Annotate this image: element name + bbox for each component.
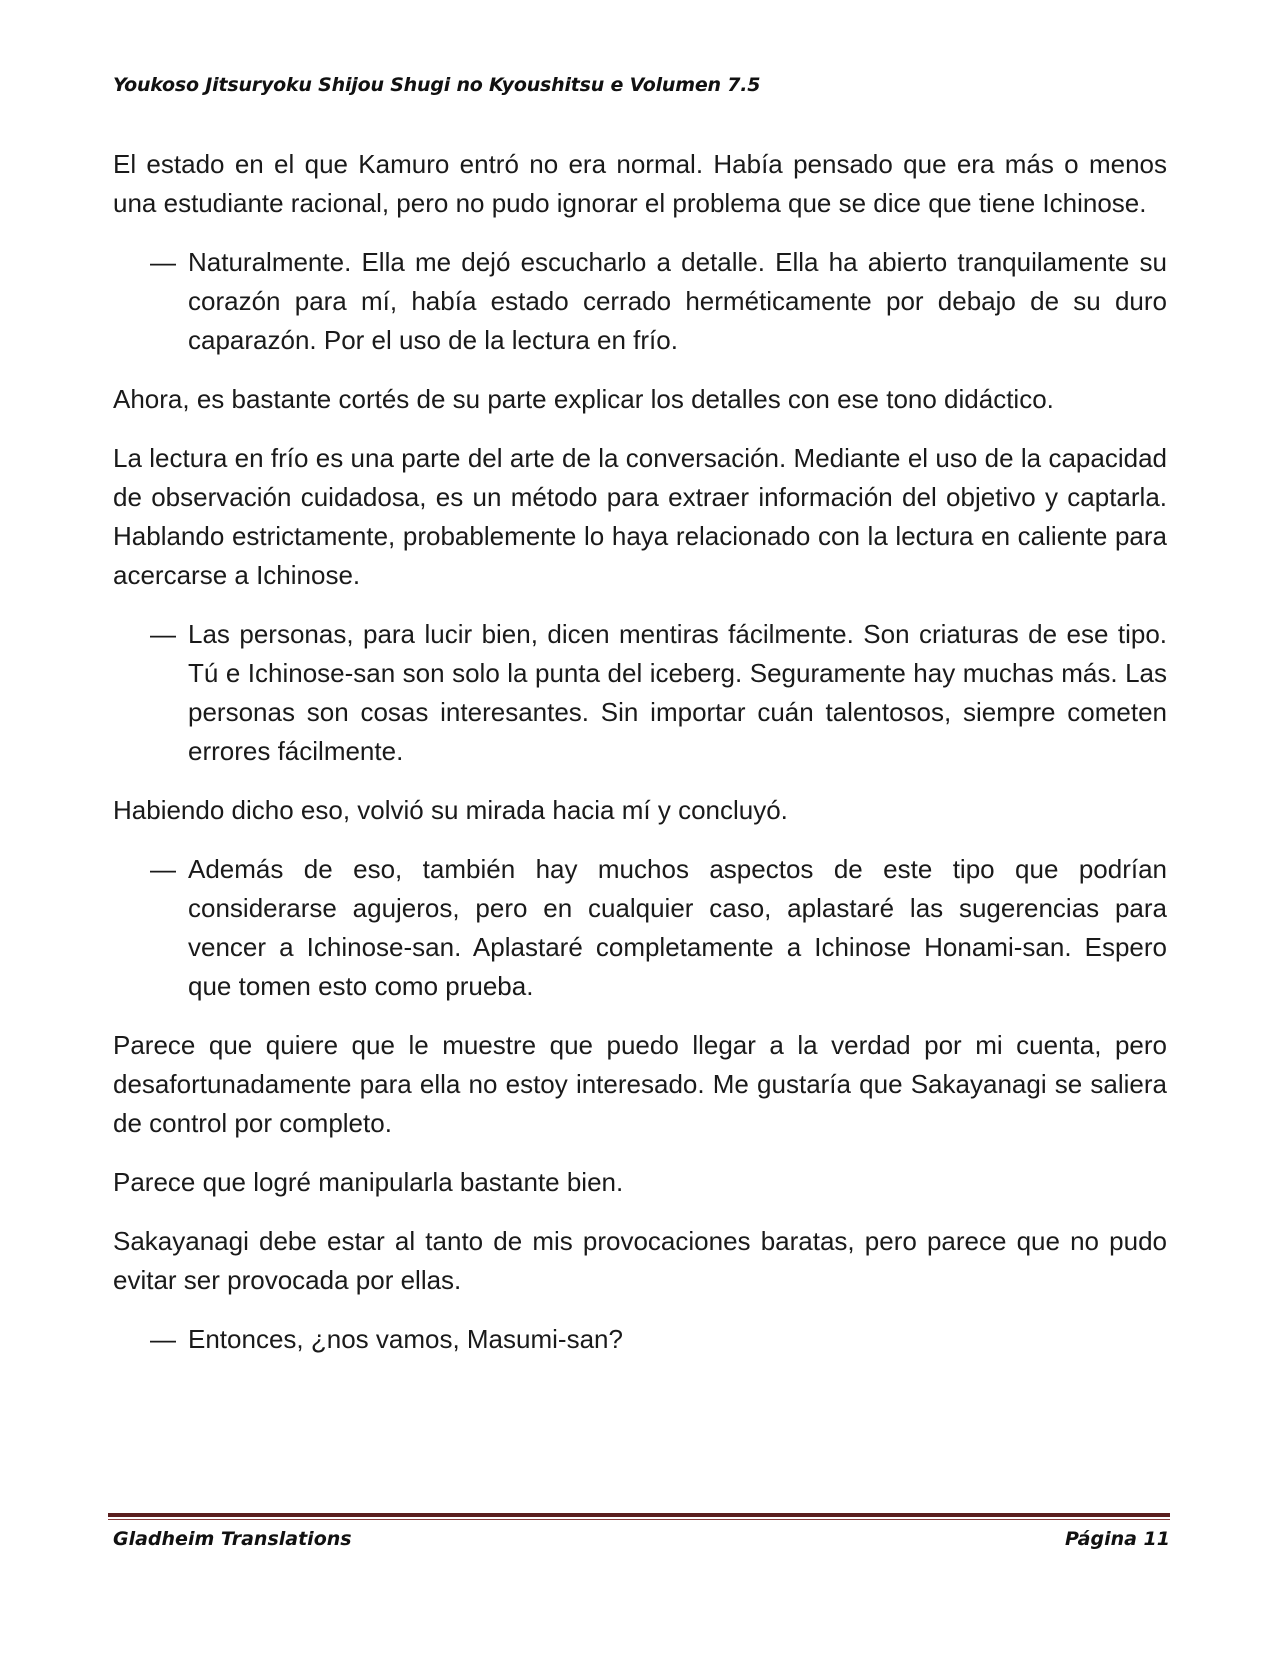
page-body bbox=[113, 145, 1167, 1379]
dialogue-2 bbox=[113, 615, 1167, 771]
dialogue-dash: — bbox=[150, 247, 176, 277]
paragraph-4: Habiendo dicho eso, volvió su mirada hacia mí y concluyó. bbox=[113, 795, 788, 825]
footer-credit: Gladheim Translations bbox=[113, 1528, 352, 1550]
paragraph-6: Parece que logré manipularla bastante bien. bbox=[113, 1167, 624, 1197]
dialogue-text: Además de eso, también hay muchos aspectos de este tipo que podrían considerarse agujeros, pero en cualquier caso, aplastaré las sugerencias para vencer a Ichinose-san. Aplastaré completamente a Ichinose Honami-san. Espero que tomen esto como prueba. bbox=[188, 854, 1167, 1001]
dialogue-4 bbox=[113, 1320, 1167, 1359]
dialogue-text: Las personas, para lucir bien, dicen mentiras fácilmente. Son criaturas de ese tipo. Tú e Ichinose-san son solo la punta del iceberg. Seguramente hay muchas más. Las personas son cosas interesantes. Sin importar cuán talentosos, siempre cometen errores fácilmente. bbox=[188, 619, 1167, 766]
footer-divider-thick bbox=[108, 1513, 1170, 1517]
dialogue-dash: — bbox=[150, 854, 176, 884]
dialogue-dash: — bbox=[150, 619, 176, 649]
paragraph-5: Parece que quiere que le muestre que puedo llegar a la verdad por mi cuenta, pero desafortunadamente para ella no estoy interesado. Me gustaría que Sakayanagi se saliera de control por completo. bbox=[113, 1030, 1167, 1138]
dialogue-3 bbox=[113, 850, 1167, 1006]
paragraph-1: El estado en el que Kamuro entró no era normal. Había pensado que era más o menos una estudiante racional, pero no pudo ignorar el problema que se dice que tiene Ichinose. bbox=[113, 149, 1167, 218]
paragraph-2: Ahora, es bastante cortés de su parte explicar los detalles con ese tono didáctico. bbox=[113, 384, 1054, 414]
footer-divider-thin bbox=[108, 1519, 1170, 1520]
dialogue-text: Naturalmente. Ella me dejó escucharlo a detalle. Ella ha abierto tranquilamente su corazón para mí, había estado cerrado herméticamente por debajo de su duro caparazón. Por el uso de la lectura en frío. bbox=[188, 247, 1167, 355]
paragraph-3: La lectura en frío es una parte del arte de la conversación. Mediante el uso de la capacidad de observación cuidadosa, es un método para extraer información del objetivo y captarla. Hablando estrictamente, probablemente lo haya relacionado con la lectura en caliente para acercarse a Ichinose. bbox=[113, 443, 1167, 590]
page-number: Página 11 bbox=[1064, 1528, 1170, 1550]
running-header: Youkoso Jitsuryoku Shijou Shugi no Kyoushitsu e Volumen 7.5 bbox=[113, 74, 761, 96]
dialogue-text: Entonces, ¿nos vamos, Masumi-san? bbox=[188, 1324, 623, 1354]
dialogue-1 bbox=[113, 243, 1167, 360]
dialogue-dash: — bbox=[150, 1324, 176, 1354]
paragraph-7: Sakayanagi debe estar al tanto de mis provocaciones baratas, pero parece que no pudo evitar ser provocada por ellas. bbox=[113, 1226, 1167, 1295]
